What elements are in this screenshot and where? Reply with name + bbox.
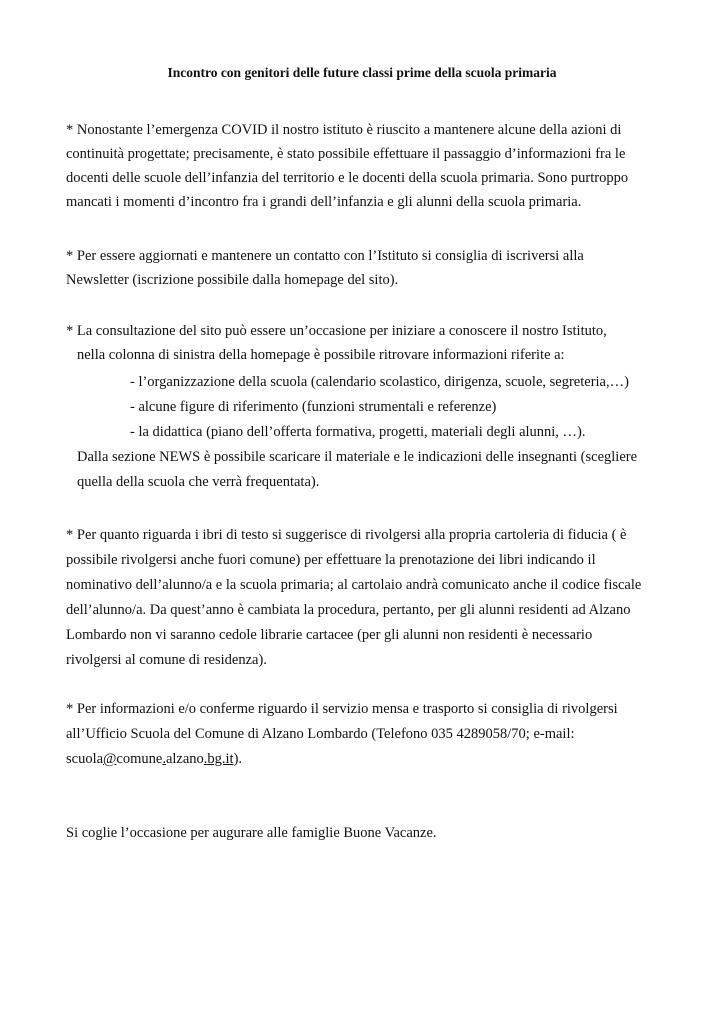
section4-line-2: possibile rivolgersi anche fuori comune) per effettuare la prenotazione dei libri indicando il: [66, 552, 596, 568]
email-prefix: scuola: [66, 751, 104, 767]
section3-list-item-3: - la didattica (piano dell’offerta formativa, progetti, materiali degli alunni, …).: [130, 424, 586, 440]
section2-line-1: * Per essere aggiornati e mantenere un contatto con l’Istituto si consiglia di iscriversi alla: [66, 248, 584, 264]
section1-line-1: * Nonostante l’emergenza COVID il nostro istituto è riuscito a mantenere alcune della azioni di: [66, 122, 622, 138]
section3-outro-line-1: Dalla sezione NEWS è possibile scaricare il materiale e le indicazioni delle insegnanti (scegliere: [77, 449, 638, 465]
email-dot-2[interactable]: .: [203, 751, 208, 767]
section5-line-1: * Per informazioni e/o conferme riguardo il servizio mensa e trasporto si consiglia di rivolgersi: [66, 701, 618, 717]
section1-line-4: mancati i momenti d’incontro fra i grandi dell’infanzia e gli alunni della scuola primaria.: [66, 194, 582, 210]
email-alzano: alzano: [165, 751, 204, 767]
email-domain[interactable]: bg.it: [207, 751, 234, 767]
section3-outro-line-2: quella della scuola che verrà frequentata).: [77, 474, 320, 490]
section3-list-item-2: - alcune figure di riferimento (funzioni strumentali e referenze): [130, 399, 497, 415]
section3-intro-line-2: nella colonna di sinistra della homepage è possibile ritrovare informazioni riferite a:: [77, 347, 565, 363]
section5-line-2: all’Ufficio Scuola del Comune di Alzano Lombardo (Telefono 035 4289058/70; e-mail:: [66, 726, 575, 742]
document-title: Incontro con genitori delle future classi prime della scuola primaria: [167, 65, 557, 80]
section4-line-6: rivolgersi al comune di residenza).: [66, 652, 267, 668]
email-comune: comune: [116, 751, 163, 767]
section4-line-3: nominativo dell’alunno/a e la scuola primaria; al cartolaio andrà comunicato anche il codice fiscale: [66, 577, 642, 593]
section2-line-2: Newsletter (iscrizione possibile dalla homepage del sito).: [66, 272, 399, 288]
section5-email-line: [66, 750, 242, 768]
email-at[interactable]: @: [103, 751, 117, 767]
section4-line-1: * Per quanto riguarda i ibri di testo si suggerisce di rivolgersi alla propria cartoleria di fiducia ( è: [66, 527, 627, 543]
email-dot-1[interactable]: .: [162, 751, 166, 767]
closing-line: Si coglie l’occasione per augurare alle famiglie Buone Vacanze.: [66, 825, 437, 841]
section1-line-3: docenti delle scuole dell’infanzia del territorio e le docenti della scuola primaria. Sono purtroppo: [66, 170, 629, 186]
section3-intro-line-1: * La consultazione del sito può essere un’occasione per iniziare a conoscere il nostro Istituto,: [66, 323, 607, 339]
email-suffix: ).: [233, 751, 243, 767]
section3-list-item-1: - l’organizzazione della scuola (calendario scolastico, dirigenza, scuole, segreteria,…): [130, 374, 629, 390]
section1-line-2: continuità progettate; precisamente, è stato possibile effettuare il passaggio d’informazioni fra le: [66, 146, 626, 162]
section4-line-5: Lombardo non vi saranno cedole librarie cartacee (per gli alunni non residenti è necessario: [66, 627, 593, 643]
section4-line-4: dell’alunno/a. Da quest’anno è cambiata la procedura, pertanto, per gli alunni residenti ad Alzano: [66, 602, 631, 618]
